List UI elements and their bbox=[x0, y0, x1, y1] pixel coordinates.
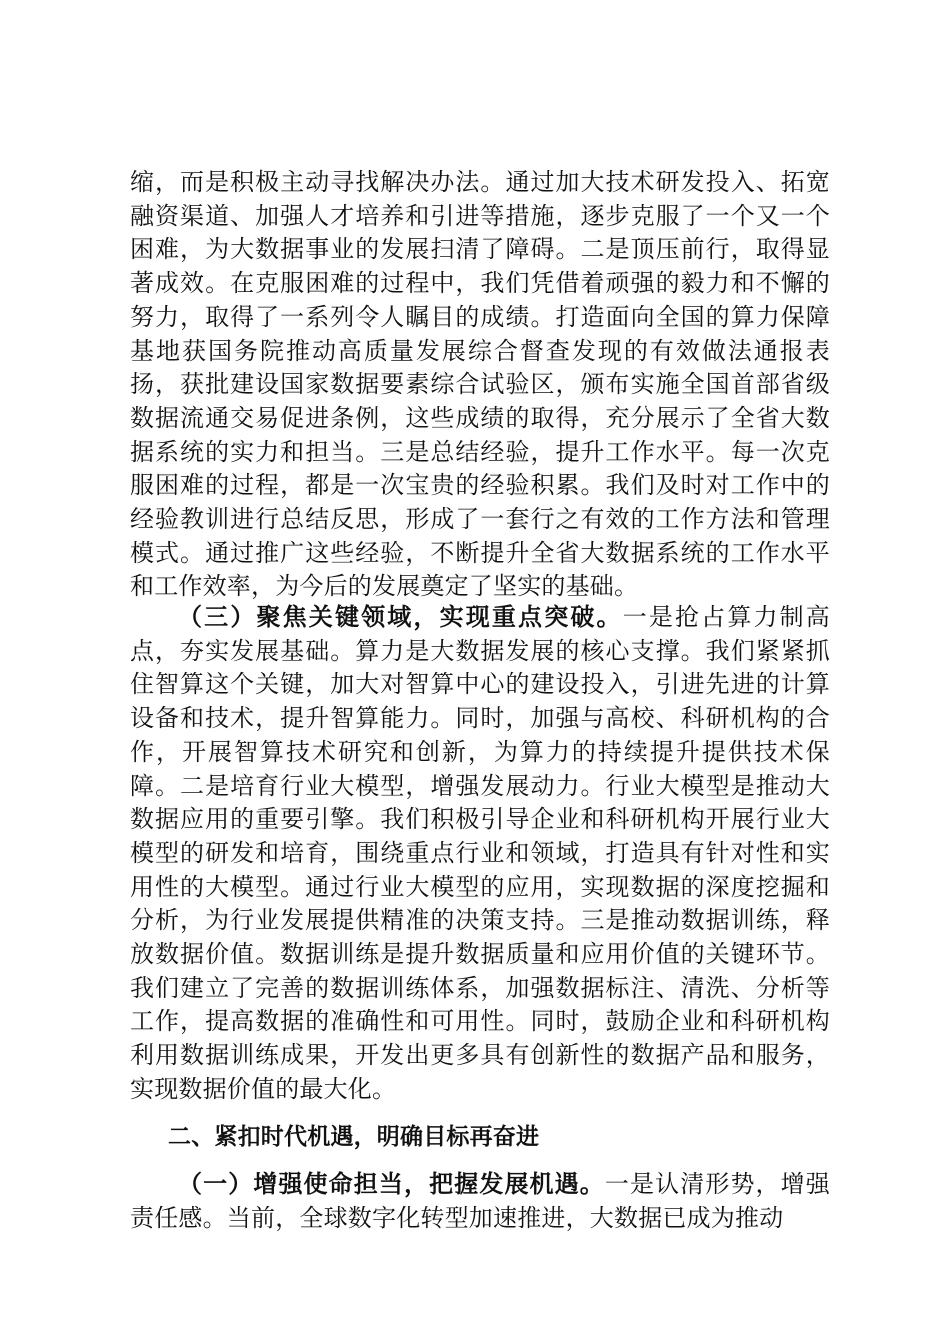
body-paragraph-2 bbox=[130, 601, 830, 1107]
body-paragraph-2-text: 一是抢占算力制高点，夯实发展基础。算力是大数据发展的核心支撑。我们紧紧抓住智算这个关键，加大对智算中心的建设投入，引进先进的计算设备和技术，提升智算能力。同时，加强与高校、科研机构的合作，开展智算技术研究和创新，为算力的持续提升提供技术保障。二是培育行业大模型，增强发展动力。行业大模型是推动大数据应用的重要引擎。我们积极引导企业和科研机构开展行业大模型的研发和培育，围绕重点行业和领域，打造具有针对性和实用性的大模型。通过行业大模型的应用，实现数据的深度挖掘和分析，为行业发展提供精准的决策支持。三是推动数据训练，释放数据价值。数据训练是提升数据质量和应用价值的关键环节。我们建立了完善的数据训练体系，加强数据标注、清洗、分析等工作，提高数据的准确性和可用性。同时，鼓励企业和科研机构利用数据训练成果，开发出更多具有创新性的数据产品和服务，实现数据价值的最大化。 bbox=[130, 603, 830, 1103]
body-paragraph-1: 缩，而是积极主动寻找解决办法。通过加大技术研发投入、拓宽融资渠道、加强人才培养和引进等措施，逐步克服了一个又一个困难，为大数据事业的发展扫清了障碍。二是顶压前行，取得显著成效。在克服困难的过程中，我们凭借着顽强的毅力和不懈的努力，取得了一系列令人瞩目的成绩。打造面向全国的算力保障基地获国务院推动高质量发展综合督查发现的有效做法通报表扬，获批建设国家数据要素综合试验区，颁布实施全国首部省级数据流通交易促进条例，这些成绩的取得，充分展示了全省大数据系统的实力和担当。三是总结经验，提升工作水平。每一次克服困难的过程，都是一次宝贵的经验积累。我们及时对工作中的经验教训进行总结反思，形成了一套行之有效的工作方法和管理模式。通过推广这些经验，不断提升全省大数据系统的工作水平和工作效率，为今后的发展奠定了坚实的基础。 bbox=[130, 168, 830, 601]
body-paragraph-3 bbox=[130, 1168, 830, 1235]
section-heading-2: 二、紧扣时代机遇，明确目标再奋进 bbox=[168, 1123, 540, 1150]
subsection-heading-3: （三）聚焦关键领域，实现重点突破。 bbox=[178, 603, 623, 631]
document-body bbox=[130, 166, 830, 1236]
subsection-heading-1: （一）增强使命担当，把握发展机遇。 bbox=[178, 1170, 605, 1199]
body-paragraph-3-text: 一是认清形势，增强责任感。当前，全球数字化转型加速推进，大数据已成为推动 bbox=[130, 1170, 830, 1232]
